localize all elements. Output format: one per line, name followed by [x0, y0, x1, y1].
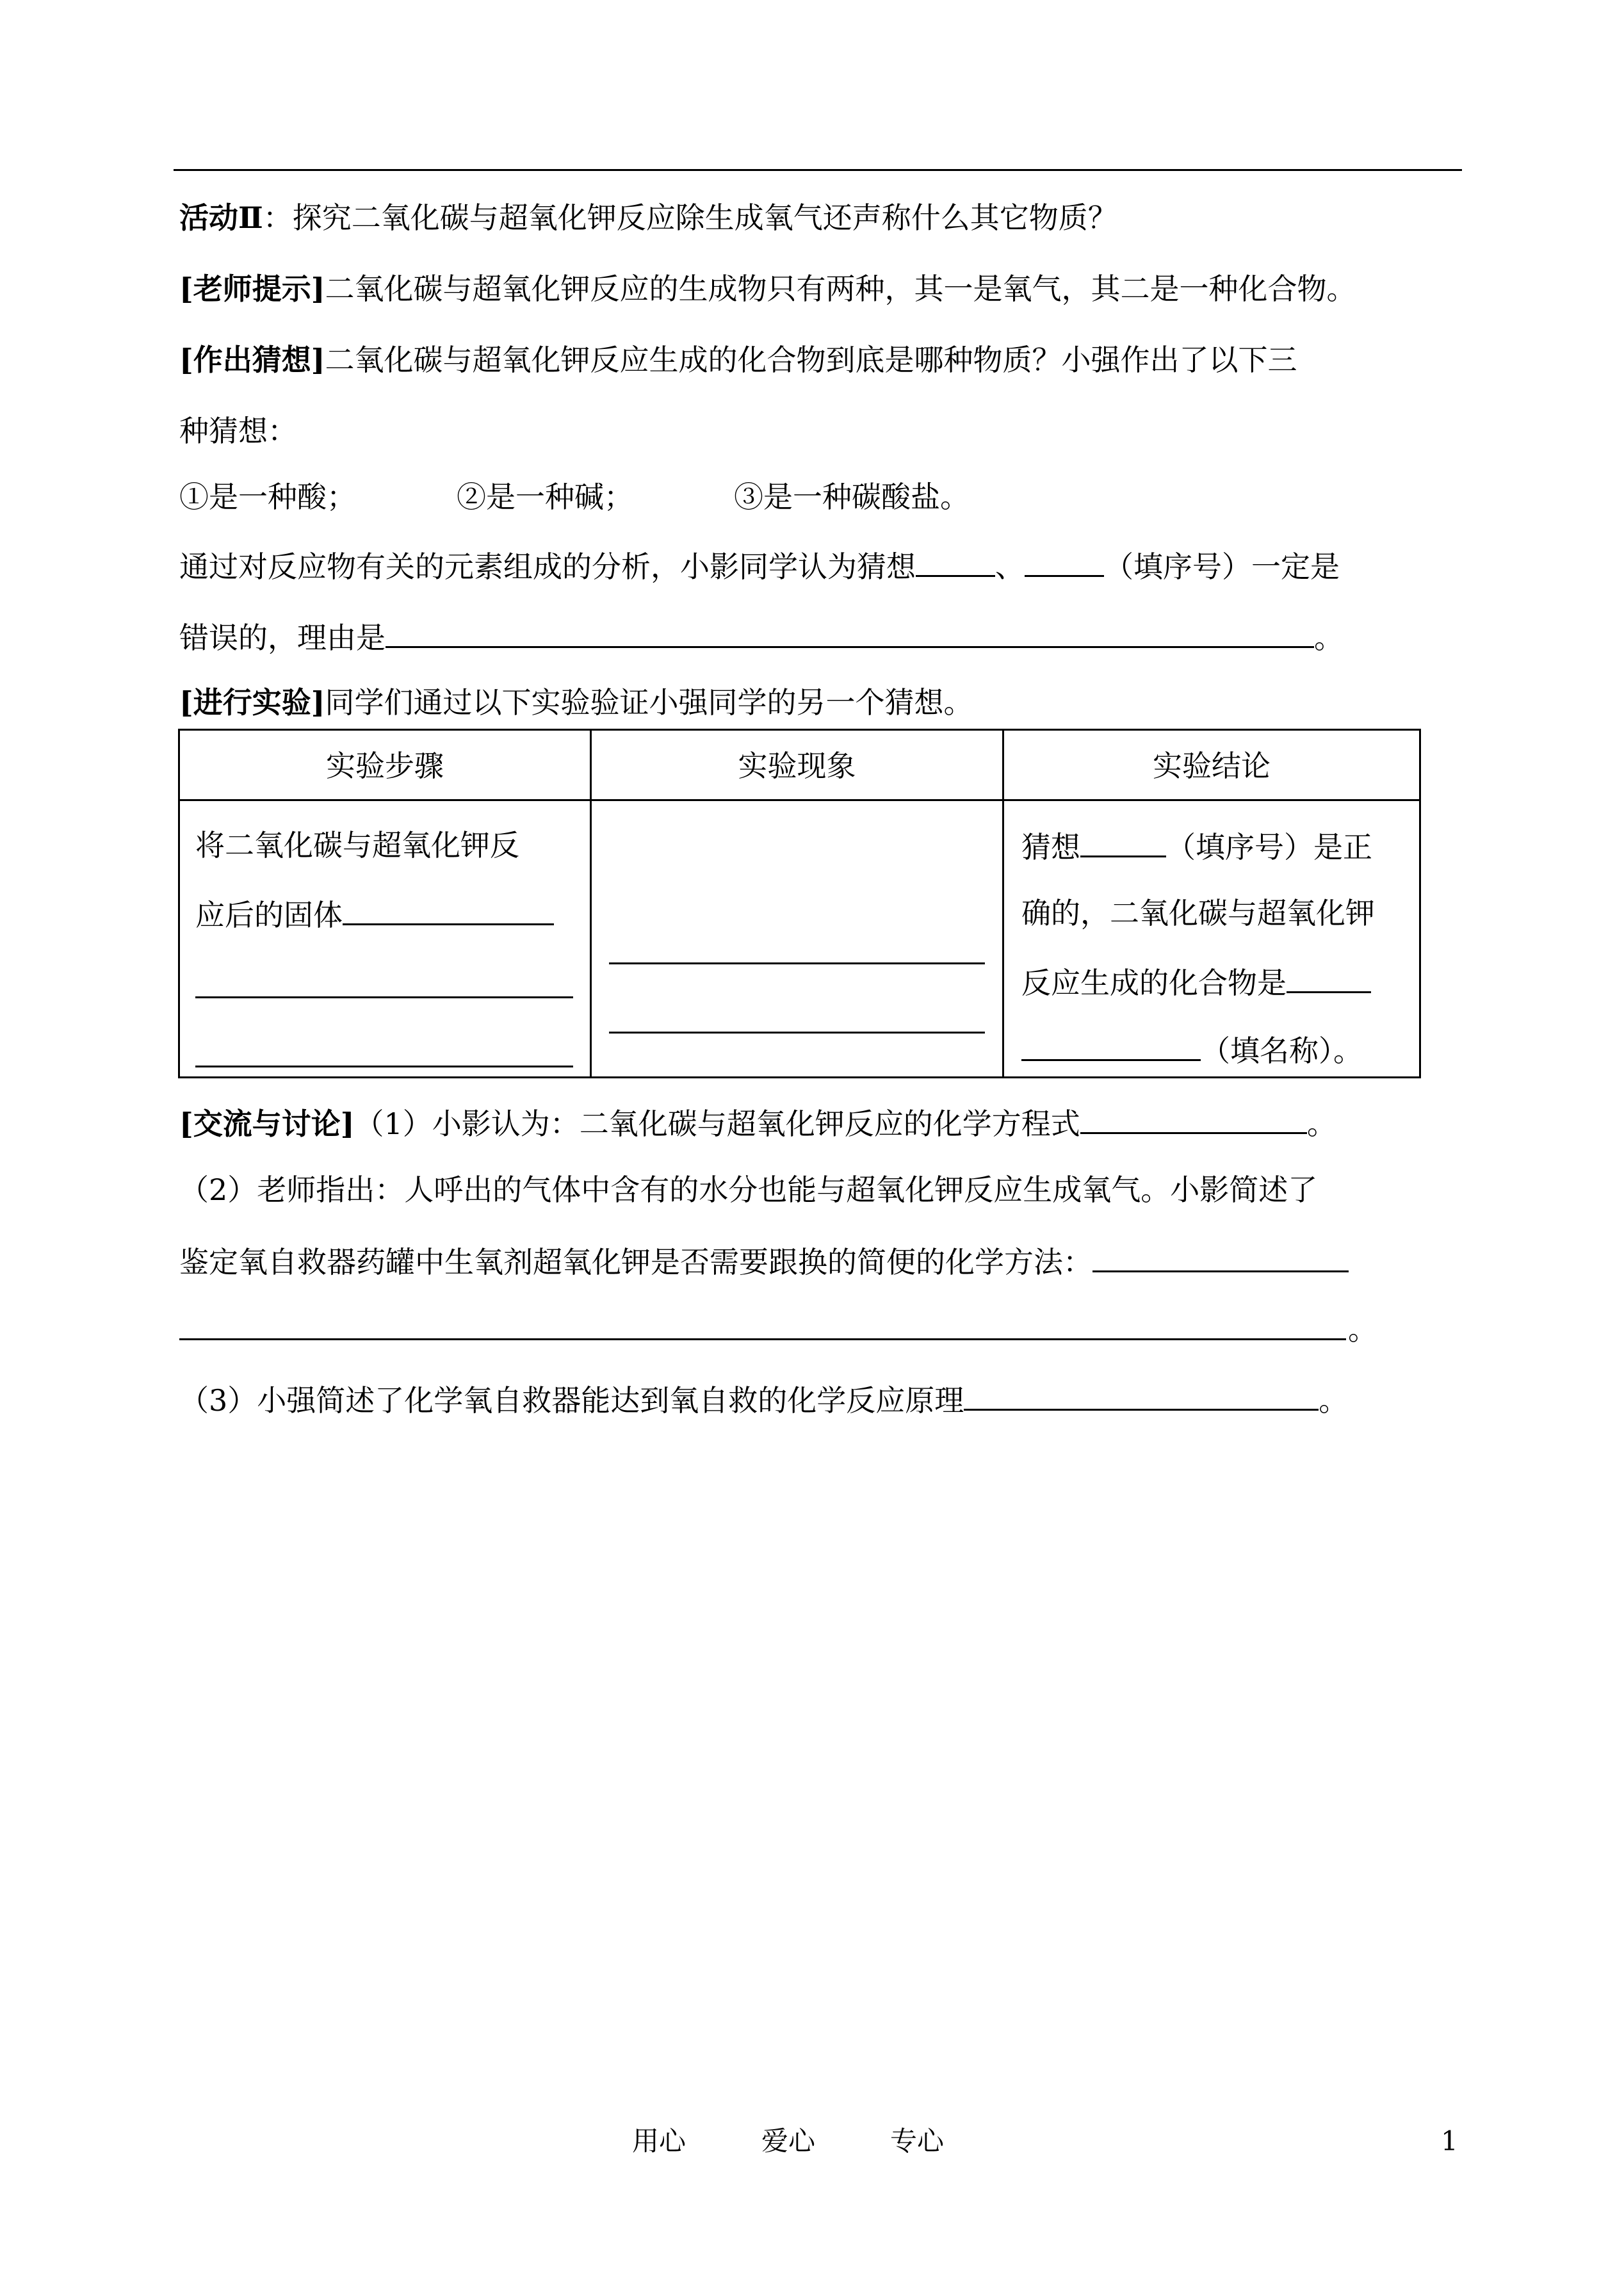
- analysis-line-1: [179, 546, 1340, 586]
- discussion-line-1: [179, 1103, 1336, 1143]
- experiment-line: [179, 683, 973, 722]
- step-blank-1[interactable]: [343, 894, 554, 925]
- table-border-bottom: [178, 1076, 1421, 1078]
- conclusion-text-3: [1021, 962, 1371, 1002]
- discussion-label: [交流与讨论]: [179, 1107, 355, 1141]
- discussion-q3-line: [179, 1379, 1348, 1420]
- guess-label: [作出猜想]: [179, 343, 325, 377]
- conclusion-text-2: 确的，二氧化碳与超氧化钾: [1021, 896, 1375, 930]
- step-text-2-label: 应后的固体: [195, 898, 343, 932]
- hint-label: [老师提示]: [179, 272, 325, 306]
- step-text-2: [195, 894, 554, 934]
- reason-blank[interactable]: [386, 617, 1314, 648]
- discussion-q2-line-1: （2）老师指出：人呼出的气体中含有的水分也能与超氧化钾反应生成氧气。小影简述了: [179, 1172, 1318, 1207]
- analysis-separator: 、: [995, 549, 1025, 584]
- footer-word-3: 专心: [890, 2125, 945, 2157]
- option-1: ①是一种酸；: [179, 480, 356, 514]
- equation-blank[interactable]: [1080, 1103, 1307, 1134]
- guess-blank-1[interactable]: [916, 546, 995, 577]
- table-border-right: [1419, 729, 1421, 1078]
- table-border-top: [178, 729, 1421, 731]
- experiment-label: [进行实验]: [179, 685, 325, 720]
- step-blank-2[interactable]: [195, 996, 573, 998]
- activity-line: [179, 199, 1117, 237]
- activity-label: 活动Ⅱ: [179, 200, 263, 235]
- conclusion-text-3-label: 反应生成的化合物是: [1021, 966, 1287, 1000]
- option-2: ②是一种碱；: [457, 480, 633, 514]
- guess-line-1: [179, 341, 1297, 379]
- conclusion-text-1: [1021, 826, 1372, 866]
- step-blank-3[interactable]: [195, 1066, 573, 1067]
- experiment-text: 同学们通过以下实验验证小强同学的另一个猜想。: [325, 685, 973, 720]
- phenomena-blank-2[interactable]: [609, 1032, 985, 1034]
- discussion-q2-end: 。: [1348, 1312, 1377, 1347]
- page-number: 1: [1441, 2125, 1458, 2157]
- conclusion-guess-blank[interactable]: [1080, 826, 1166, 857]
- activity-text: ：探究二氧化碳与超氧化钾反应除生成氧气还声称什么其它物质？: [263, 200, 1117, 235]
- table-header-divider: [178, 799, 1421, 801]
- table-header-phenomena: 实验现象: [738, 749, 856, 783]
- reason-label: 错误的，理由是: [179, 620, 386, 655]
- method-blank-2[interactable]: [179, 1338, 1346, 1340]
- conclusion-text-4-label: （填名称）。: [1201, 1034, 1363, 1068]
- discussion-q1: （1）小影认为：二氧化碳与超氧化钾反应的化学方程式: [354, 1107, 1080, 1141]
- table-header-conclusion: 实验结论: [1153, 749, 1271, 783]
- conclusion-text-1b: （填序号）是正: [1166, 830, 1372, 864]
- discussion-q2-text: 鉴定氧自救器药罐中生氧剂超氧化钾是否需要跟换的简便的化学方法：: [179, 1245, 1092, 1279]
- option-3: ③是一种碳酸盐。: [734, 480, 970, 514]
- header-rule: [174, 169, 1462, 171]
- discussion-q2-line-2: [179, 1241, 1349, 1281]
- phenomena-blank-1[interactable]: [609, 962, 985, 964]
- conclusion-text-1a: 猜想: [1021, 830, 1080, 864]
- method-blank-1[interactable]: [1092, 1241, 1349, 1272]
- footer-word-2: 爱心: [761, 2125, 816, 2157]
- guess-text-1: 二氧化碳与超氧化钾反应生成的化合物到底是哪种物质？小强作出了以下三: [325, 343, 1297, 377]
- compound-name-blank-2[interactable]: [1021, 1030, 1201, 1061]
- discussion-q3-text: （3）小强简述了化学氧自救器能达到氧自救的化学反应原理: [179, 1383, 964, 1418]
- analysis-text-1: 通过对反应物有关的元素组成的分析，小影同学认为猜想: [179, 549, 916, 584]
- hint-line: [179, 270, 1356, 308]
- guess-line-2: 种猜想：: [179, 414, 297, 448]
- principle-blank[interactable]: [964, 1379, 1319, 1411]
- reason-end: 。: [1314, 620, 1344, 655]
- analysis-line-2: [179, 617, 1344, 657]
- discussion-q1-end: 。: [1306, 1107, 1336, 1141]
- hint-text: 二氧化碳与超氧化钾反应的生成物只有两种，其一是氧气，其二是一种化合物。: [325, 272, 1356, 306]
- step-text-1: 将二氧化碳与超氧化钾反: [195, 828, 519, 863]
- table-header-steps: 实验步骤: [326, 749, 444, 783]
- discussion-q3-end: 。: [1319, 1383, 1349, 1418]
- conclusion-text-4: [1021, 1030, 1363, 1070]
- footer-word-1: 用心: [632, 2125, 686, 2157]
- guess-blank-2[interactable]: [1025, 546, 1104, 577]
- analysis-text-2: （填序号）一定是: [1104, 549, 1340, 584]
- compound-name-blank-1[interactable]: [1287, 962, 1371, 993]
